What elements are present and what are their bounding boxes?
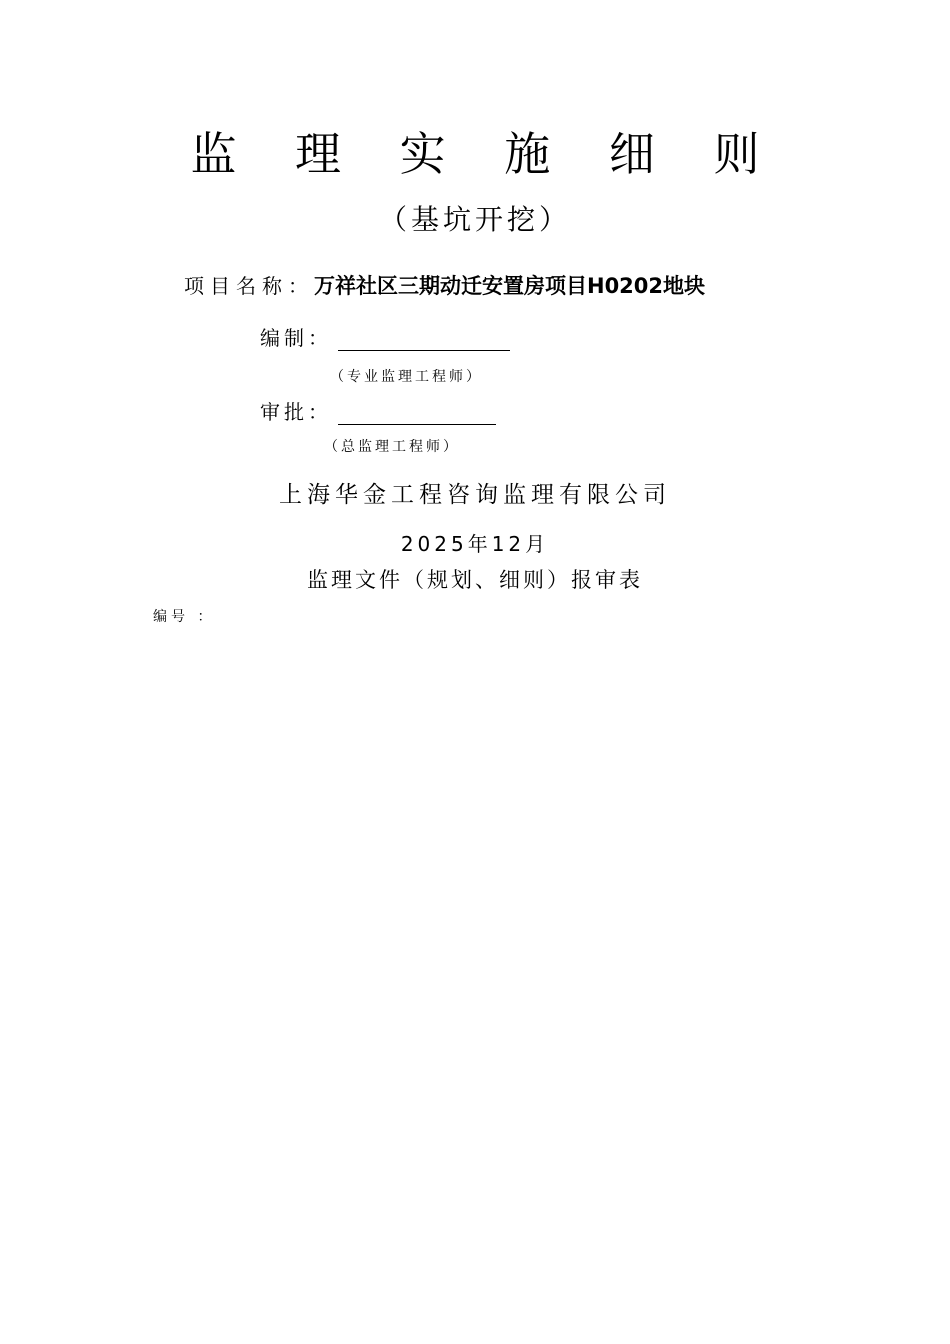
document-subtitle: （基坑开挖）: [378, 203, 571, 236]
company-name: 上海华金工程咨询监理有限公司: [279, 482, 671, 508]
approve-role-note: （总监理工程师）: [324, 439, 460, 455]
project-name-value: 万祥社区三期动迁安置房项目H0202地块: [314, 274, 706, 298]
approve-signature-row: [260, 396, 496, 425]
serial-number-label: 编号 ：: [153, 609, 216, 625]
project-name-row: [184, 270, 705, 302]
approve-signature-line: [338, 402, 496, 425]
compile-signature-row: [260, 322, 510, 351]
document-date: 2025年12月: [400, 532, 550, 556]
compile-label: 编制：: [260, 326, 332, 350]
form-title: 监理文件（规划、细则）报审表: [307, 568, 643, 592]
compile-signature-line: [338, 328, 510, 351]
approve-label: 审批：: [260, 400, 332, 424]
compile-role-note: （专业监理工程师）: [330, 369, 483, 385]
document-title: 监 理 实 施 细 则: [190, 127, 782, 181]
project-name-label: 项目名称：: [184, 274, 314, 298]
